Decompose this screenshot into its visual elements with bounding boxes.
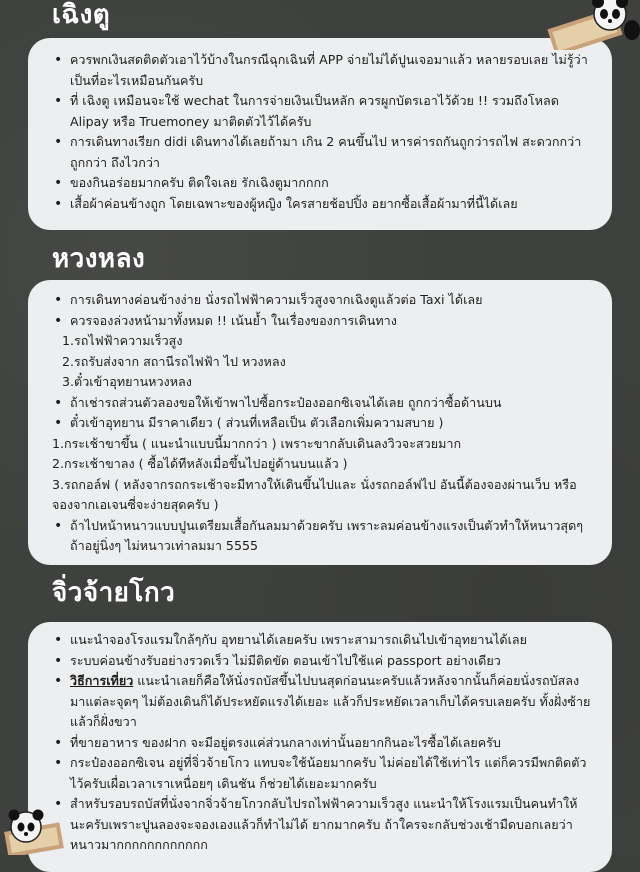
list-chengdu [28, 50, 612, 214]
highlight-text: วิธีการเที่ยว [70, 673, 134, 688]
sub-item: 1.รถไฟฟ้าความเร็วสูง [62, 333, 183, 348]
list-jiuzhaigou [28, 630, 612, 856]
list-huanglong [28, 290, 612, 557]
option-item: 1.กระเช้าขาขึ้น ( แนะนำแบบนี้มากกว่า ) เพราะขากลับเดินลงวิวจะสวยมาก [52, 435, 462, 451]
list-item: • แนะนำจองโรงแรมใกล้ๆกับ อุทยานได้เลยครับ เพราะสามารถเดินไปเข้าอุทยานได้เลย [28, 630, 612, 651]
list-item: • ถ้าเช่ารถส่วนตัวลองขอให้เข้าพาไปซื้อกระป๋องออกซิเจนได้เลย ถูกกว่าซื้อด้านบน [28, 393, 612, 414]
sub-item: 3.ตั๋วเข้าอุทยานหวงหลง [62, 374, 192, 389]
list-item: • กระป๋องออกซิเจน อยู่ที่จิ่วจ้ายโกว แทบจะใช้น้อยมากครับ ไม่ค่อยได้ใช้เท่าไร แต่ก็ควรมีพกติดตัวไว้ครับเผื่อเวลาเราเหนื่อยๆ เดินชัน ก็ช่วยได้เยอะมากครับ [28, 753, 612, 794]
panda-icon [0, 805, 70, 855]
section-title-jiuzhaigou: จิ่วจ้ายโกว [52, 578, 176, 608]
section-title-huanglong: หวงหลง [52, 244, 146, 274]
option-item: 2.กระเช้าขาลง ( ซื้อได้ทีหลังเมื่อขึ้นไปอยู่ด้านบนแล้ว ) [52, 456, 348, 471]
card-jiuzhaigou [28, 622, 612, 872]
list-item: • ของกินอร่อยมากครับ ติดใจเลย รักเฉิงตูมากกกก [28, 173, 612, 194]
option-item: 3.รถกอล์ฟ ( หลังจากรถกระเช้าจะมีทางให้เดินขึ้นไปและ นั่งรถกอล์ฟไป อันนี้ต้องจองผ่านเว็บ หรือจองจากเอเจนซี่จะง่ายสุดครับ ) [52, 476, 577, 512]
list-item: • การเดินทางค่อนข้างง่าย นั่งรถไฟฟ้าความเร็วสูงจากเฉิงตูแล้วต่อ Taxi ได้เลย [28, 290, 612, 311]
list-item-text: แนะนำเลยก็คือให้นั่งรถบัสขึ้นไปบนสุดก่อนนะครับแล้วหลังจากนั้นก็ค่อยนั่งรถบัสลงมาแต่ละจุดๆ ไม่ต้องเดินก็ได้ประหยัดแรงได้เยอะ แล้วก็ประหยัดเวลาเก็บได้ครบเลยครับ ทั้งฝั่งซ้ายแล้วก็ฝั่งขวา [70, 673, 591, 729]
list-item: • ระบบค่อนข้างรับอย่างรวดเร็ว ไม่มีติดขัด ตอนเข้าไปใช้แค่ passport อย่างเดียว [28, 651, 612, 672]
panda-icon [540, 0, 640, 50]
card-chengdu [28, 38, 612, 230]
list-item: • ควรพกเงินสดติดตัวเอาไว้บ้างในกรณีฉุกเฉินที่ APP จ่ายไม่ได้ปูนเจอมาแล้ว หลายรอบเลย ไม่รู้ว่าเป็นที่อะไรเหมือนกันครับ [28, 50, 612, 91]
section-title-chengdu: เฉิงตู [52, 0, 111, 30]
list-item: • ที่ขายอาหาร ของฝาก จะมีอยู่ตรงแค่ส่วนกลางเท่านั้นอยากกินอะไรซื้อได้เลยครับ [28, 733, 612, 754]
list-item: • ที่ เฉิงตู เหมือนจะใช้ wechat ในการจ่ายเงินเป็นหลัก ควรผูกบัตรเอาไว้ด้วย !! รวมถึงโหลด Alipay หรือ Truemoney มาติดตัวไว้ได้ครับ [28, 91, 612, 132]
list-item: • ควรจองล่วงหน้ามาทั้งหมด !! เน้นย้ำ ในเรื่องของการเดินทาง [28, 311, 612, 332]
list-item: • การเดินทางเรียก didi เดินทางได้เลยถ้ามา เกิน 2 คนขึ้นไป หารค่ารถกันถูกว่ารถไฟ สะดวกกว่า ถูกกว่า ถึงไวกว่า [28, 132, 612, 173]
list-item: • ตั๋วเข้าอุทยาน มีราคาเดียว ( ส่วนที่เหลือเป็น ตัวเลือกเพิ่มความสบาย ) [28, 413, 612, 434]
card-huanglong [28, 280, 612, 565]
list-item: • สำหรับรอบรถบัสที่นั่งจากจิ่วจ้ายโกวกลับไปรถไฟฟ้าความเร็วสูง แนะนำให้โรงแรมเป็นคนทำให้นะครับเพราะปูนลองจะจองเองแล้วก็ทำไม่ได้ ยากมากครับ ถ้าใครจะกลับช่วงเช้ามืดบอกเลยว่าหนาวมากกกกกกกกกกกก [28, 794, 612, 856]
list-item: • เสื้อผ้าค่อนข้างถูก โดยเฉพาะของผู้หญิง ใครสายช้อปปิ้ง อยากซื้อเสื้อผ้ามาที่นี้ได้เลย [28, 194, 612, 215]
list-item-tour-method [28, 671, 612, 733]
list-item: • ถ้าไปหน้าหนาวแบบปูนเตรียมเสื้อกันลมมาด้วยครับ เพราะลมค่อนข้างแรงเป็นตัวทำให้หนาวสุดๆ ถ้าอยู่นิ่งๆ ไม่หนาวเท่าลมมา 5555 [28, 516, 612, 557]
sub-item: 2.รถรับส่งจาก สถานีรถไฟฟ้า ไป หวงหลง [62, 353, 286, 369]
